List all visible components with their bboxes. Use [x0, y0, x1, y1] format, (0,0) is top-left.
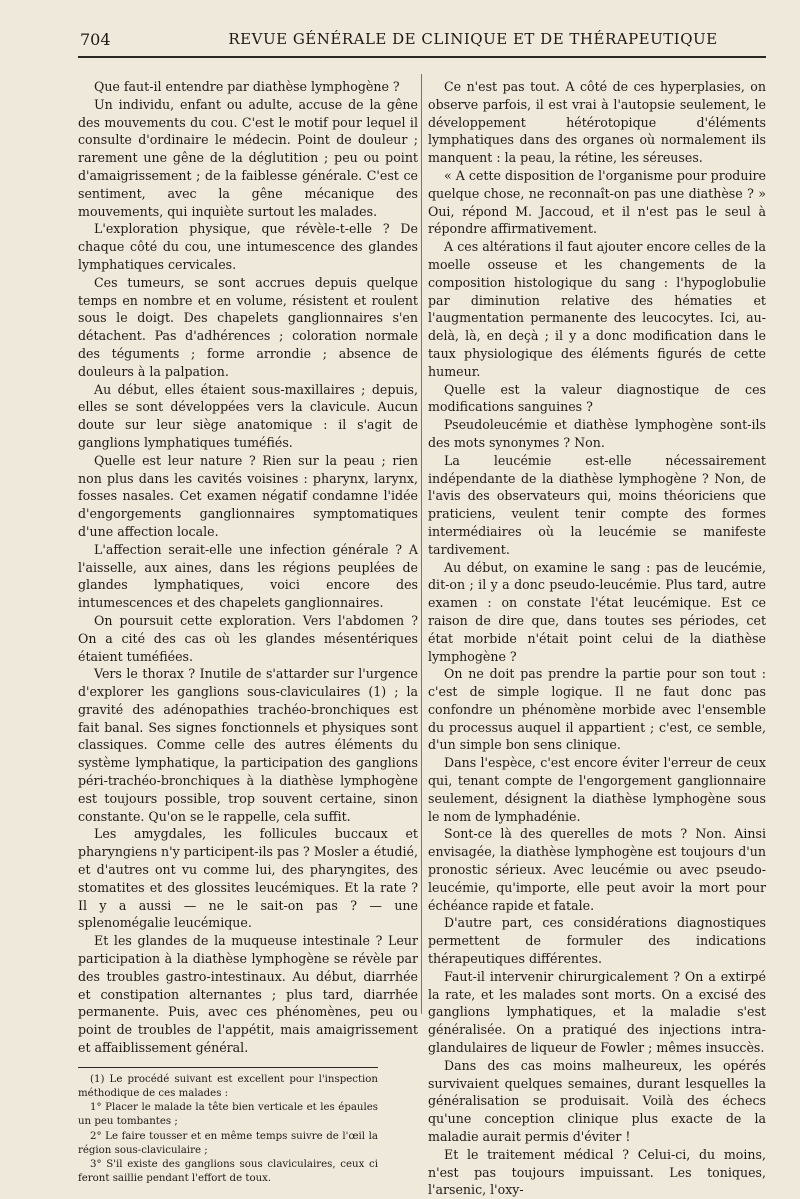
- paragraph: « A cette disposition de l'organisme pour produire quelque chose, ne reconnaît-on pas une diathèse ? » Oui, répond M. Jaccoud, et il n'est pas le seul à répondre affirmativement.: [428, 167, 766, 237]
- footnote: 1° Placer le malade la tête bien verticale et les épaules un peu tombantes ;: [78, 1102, 378, 1128]
- footnote: 2° Le faire tousser et en même temps suivre de l'œil la région sous-claviculaire ;: [78, 1130, 378, 1156]
- paragraph: Ces tumeurs, se sont accrues depuis quelque temps en nombre et en volume, résistent et roulent sous le doigt. Des chapelets ganglionnaires s'en détachent. Pas d'adhérences ; coloration normale des téguments ; forme arrondie ; absence de douleurs à la palpation.: [78, 274, 418, 379]
- paragraph: On poursuit cette exploration. Vers l'abdomen ? On a cité des cas où les glandes mésentériques étaient tuméfiées.: [78, 612, 418, 664]
- paragraph: Ce n'est pas tout. A côté de ces hyperplasies, on observe parfois, il est vrai à l'autopsie seulement, le développement hétérotopique d'éléments lymphatiques dans des organes où normalement ils manquent : la peau, la rétine, les séreuses.: [428, 79, 766, 166]
- paragraph: L'affection serait-elle une infection générale ? A l'aisselle, aux aines, dans les régions peuplées de glandes lymphatiques, voici encore des intumescences et des chapelets ganglionnaires.: [78, 541, 418, 611]
- paragraph: Les amygdales, les follicules buccaux et pharyngiens n'y participent-ils pas ? Mosler a étudié, et d'autres ont vu comme lui, des pharyngites, des stomatites et des glossites leucémiques. Et la rate ? Il y a aussi — ne le sait-on pas ? — une splenomégalie leucémique.: [78, 826, 418, 931]
- right-column: [428, 78, 766, 1198]
- left-column: [78, 78, 418, 1185]
- paragraph: Faut-il intervenir chirurgicalement ? On a extirpé la rate, et les malades sont morts. On a excisé des ganglions lymphatiques, et la maladie s'est généralisée. On a pratiqué des injections intra-glandulaires de liqueur de Fowler ; mêmes insuccès.: [428, 968, 766, 1056]
- footnote: 3° S'il existe des ganglions sous claviculaires, ceux ci feront saillie pendant l'effort de toux.: [78, 1159, 378, 1185]
- paragraph: Au début, on examine le sang : pas de leucémie, dit-on ; il y a donc pseudo-leucémie. Plus tard, autre examen : on constate l'état leucémique. Est ce raison de dire que, dans toutes ses périodes, cet état morbide n'était point celui de la diathèse lymphogène ?: [428, 559, 766, 664]
- paragraph: Et le traitement médical ? Celui-ci, du moins, n'est pas toujours impuissant. Les toniques, l'arsenic, l'oxy-: [428, 1146, 766, 1198]
- paragraph: Dans l'espèce, c'est encore éviter l'erreur de ceux qui, tenant compte de l'engorgement ganglionnaire seulement, désignent la diathèse lymphogène sous le nom de lymphadénie.: [428, 755, 766, 824]
- paragraph: On ne doit pas prendre la partie pour son tout : c'est de simple logique. Il ne faut donc pas confondre un phénomène morbide avec l'ensemble du processus auquel il appartient ; c'est, ce semble, d'un simple bon sens clinique.: [428, 666, 766, 753]
- paragraph: A ces altérations il faut ajouter encore celles de la moelle osseuse et les changements de la composition histologique du sang : l'hypoglobulie par diminution relative des hématies et l'augmentation permanente des leucocytes. Ici, au-delà, là, en deçà ; il y a donc modification dans le taux physiologique des éléments figurés de cette humeur.: [428, 239, 766, 379]
- paragraph: Sont-ce là des querelles de mots ? Non. Ainsi envisagée, la diathèse lymphogène est toujours d'un pronostic sérieux. Avec leucémie ou avec pseudo-leucémie, qu'importe, elle peut avoir la mort pour échéance rapide et fatale.: [428, 826, 766, 913]
- paragraph: Quelle est leur nature ? Rien sur la peau ; rien non plus dans les cavités voisines : pharynx, larynx, fosses nasales. Cet examen négatif condamne l'idée d'engorgements ganglionnaires symptomatiques d'une affection locale.: [78, 452, 418, 539]
- footnote: (1) Le procédé suivant est excellent pour l'inspection méthodique de ces malades :: [78, 1073, 378, 1100]
- running-title: REVUE GÉNÉRALE DE CLINIQUE ET DE THÉRAPEUTIQUE: [228, 30, 718, 48]
- page-number: 704: [80, 30, 111, 49]
- paragraph: D'autre part, ces considérations diagnostiques permettent de formuler des indications thérapeutiques différentes.: [428, 915, 766, 967]
- paragraph: Quelle est la valeur diagnostique de ces modifications sanguines ?: [428, 381, 766, 415]
- paragraph: Un individu, enfant ou adulte, accuse de la gêne des mouvements du cou. C'est le motif pour lequel il consulte d'ordinaire le médecin. Point de douleur ; rarement une gêne de la déglutition ; peu ou point d'amaigrissement ; de la faiblesse générale. C'est ce sentiment, avec la gêne mécanique des mouvements, qui inquiète surtout les malades.: [78, 96, 418, 219]
- paragraph: La leucémie est-elle nécessairement indépendante de la diathèse lymphogène ? Non, de l'avis des observateurs qui, moins théoriciens que praticiens, veulent tenir compte des formes intermédiaires où la leucémie se manifeste tardivement.: [428, 452, 766, 557]
- footnotes: [78, 1067, 378, 1187]
- paragraph: Vers le thorax ? Inutile de s'attarder sur l'urgence d'explorer les ganglions sous-claviculaires (1) ; la gravité des adénopathies trachéo-bronchiques est fait banal. Ses signes fonctionnels et physiques sont classiques. Comme celle des autres éléments du système lymphatique, la participation des ganglions péri-trachéo-bronchiques à la diathèse lymphogène est toujours possible, trop souvent certaine, sinon constante. Qu'on se le rappelle, cela suffit.: [78, 666, 418, 824]
- paragraph: Et les glandes de la muqueuse intestinale ? Leur participation à la diathèse lymphogène se révèle par des troubles gastro-intestinaux. Au début, diarrhée et constipation alternantes ; plus tard, diarrhée permanente. Puis, avec ces phénomènes, peu ou point de troubles de l'appétit, mais amaigrissement et affaiblissement général.: [78, 933, 418, 1056]
- paragraph: Pseudoleucémie et diathèse lymphogène sont-ils des mots synonymes ? Non.: [428, 417, 766, 450]
- paragraph: Dans des cas moins malheureux, les opérés survivaient quelques semaines, durant lesquelles la généralisation se produisait. Voilà des échecs qu'une conception clinique plus exacte de la maladie aurait permis d'éviter !: [428, 1057, 766, 1145]
- column-divider: [421, 74, 422, 1014]
- paragraph: Que faut-il entendre par diathèse lymphogène ?: [94, 79, 400, 94]
- paragraph: L'exploration physique, que révèle-t-elle ? De chaque côté du cou, une intumescence des glandes lymphatiques cervicales.: [78, 221, 418, 272]
- page-header: [78, 26, 766, 58]
- paragraph: Au début, elles étaient sous-maxillaires ; depuis, elles se sont développées vers la clavicule. Aucun doute sur leur siège anatomique : il s'agit de ganglions lymphatiques tuméfiés.: [78, 381, 418, 450]
